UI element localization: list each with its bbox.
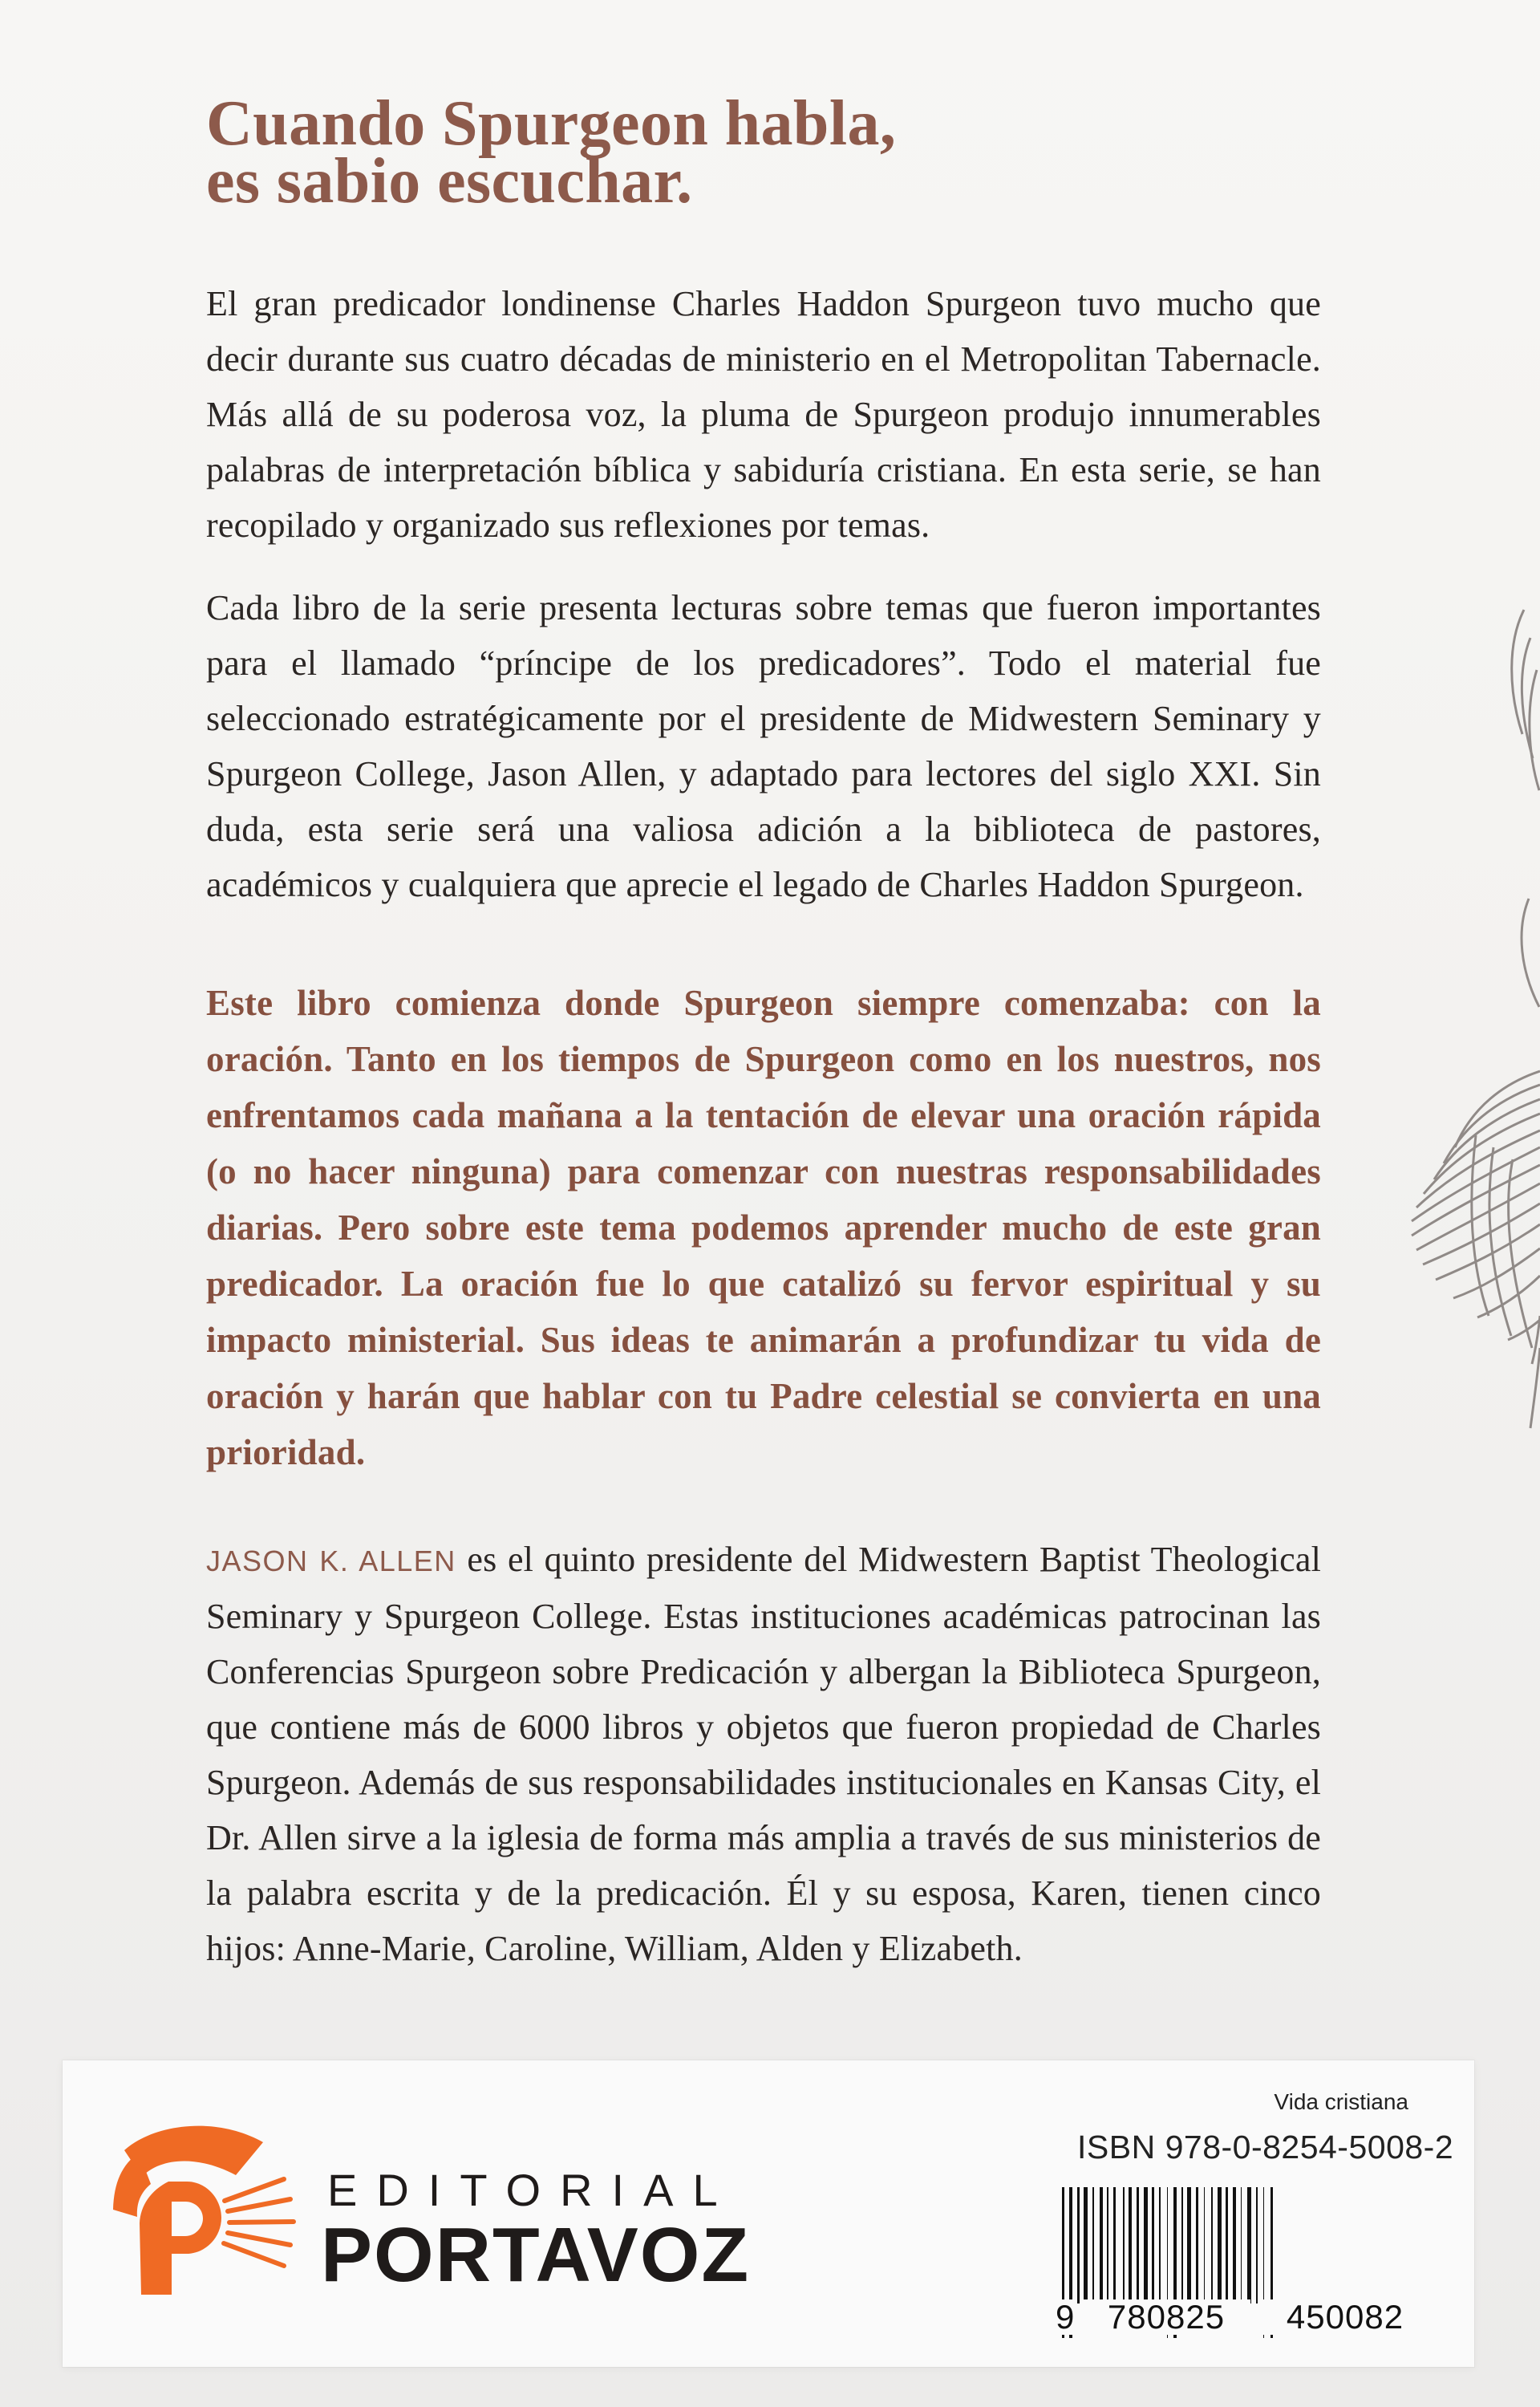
barcode-bars xyxy=(1056,2179,1443,2344)
barcode-bar xyxy=(1137,2187,1139,2303)
barcode-bar xyxy=(1187,2187,1191,2303)
barcode-bar xyxy=(1241,2187,1242,2303)
barcode-bar xyxy=(1092,2187,1094,2303)
publisher-logo-portavoz-text: PORTAVOZ xyxy=(321,2212,751,2298)
barcode-bar xyxy=(1233,2187,1236,2303)
portrait-engraving-fragment xyxy=(1388,594,1540,1452)
barcode-bar xyxy=(1069,2187,1072,2338)
barcode-bar xyxy=(1167,2187,1168,2338)
barcode-bar xyxy=(1077,2187,1080,2303)
author-name: JASON K. ALLEN xyxy=(206,1544,456,1577)
barcode-bar xyxy=(1263,2187,1264,2338)
barcode-bar xyxy=(1123,2187,1125,2303)
barcode-bar xyxy=(1181,2187,1183,2303)
barcode-bar xyxy=(1144,2187,1148,2303)
barcode-bar xyxy=(1173,2187,1177,2338)
barcode-bar xyxy=(1062,2187,1064,2338)
barcode-bar xyxy=(1152,2187,1154,2303)
back-cover-text xyxy=(206,88,1321,1976)
barcode-bar xyxy=(1159,2187,1161,2303)
barcode-bar xyxy=(1113,2187,1116,2303)
barcode-first-digit: 9 xyxy=(1056,2298,1075,2336)
barcode-bar xyxy=(1100,2187,1103,2303)
barcode-bar xyxy=(1256,2187,1258,2303)
author-bio-paragraph xyxy=(206,1532,1321,1976)
barcode-bar xyxy=(1204,2187,1205,2303)
isbn-label: ISBN 978-0-8254-5008-2 xyxy=(1077,2129,1454,2165)
barcode-left-digits: 780825 xyxy=(1082,2299,1250,2335)
portavoz-logo-icon xyxy=(104,2118,297,2319)
barcode-bar xyxy=(1226,2187,1228,2303)
barcode-bar xyxy=(1247,2187,1251,2303)
publisher-logo-editorial-text: EDITORIAL xyxy=(327,2165,737,2215)
isbn-barcode xyxy=(1056,2179,1443,2344)
barcode-bar xyxy=(1196,2187,1198,2303)
publisher-footer-panel xyxy=(63,2060,1474,2367)
barcode-bar xyxy=(1084,2187,1088,2303)
barcode-bar xyxy=(1270,2187,1273,2338)
barcode-bar xyxy=(1218,2187,1222,2303)
series-description-paragraph: El gran predicador londinense Charles Haddon Spurgeon tuvo mucho que decir durante sus cuatro décadas de ministerio en el Metropolitan Tabernacle. Más allá de su poderosa voz, la pluma de Spurgeon produjo innumerables palabras de interpretación bíblica y sabiduría cristiana. En esta serie, se han recopilado y organizado sus reflexiones por temas. xyxy=(206,284,1321,545)
author-bio-text: es el quinto presidente del Midwestern Baptist Theological Seminary y Spurgeon College. Estas instituciones académicas patrocinan las Conferencias Spurgeon sobre Predicación y albergan la Biblioteca Spurgeon, que contiene más de 6000 libros y objetos que fueron propiedad de Charles Spurgeon. Además de sus responsabilidades institucionales en Kansas City, el Dr. Allen sirve a la iglesia de forma más amplia a través de sus ministerios de la palabra escrita y de la predicación. Él y su esposa, Karen, tienen cinco hijos: Anne-Marie, Caroline, William, Alden y Elizabeth. xyxy=(206,1540,1321,1968)
cover-headline: Cuando Spurgeon habla, es sabio escuchar. xyxy=(206,88,897,217)
barcode-bar xyxy=(1107,2187,1108,2303)
series-content-paragraph: Cada libro de la serie presenta lecturas sobre temas que fueron importantes para el llamado “príncipe de los predicadores”. Todo el material fue seleccionado estratégicamente por el presidente de Midwestern Seminary y Spurgeon College, Jason Allen, y adaptado para lectores del siglo XXI. Sin duda, esta serie será una valiosa adición a la biblioteca de pastores, académicos y cualquiera que aprecie el legado de Charles Haddon Spurgeon. xyxy=(206,588,1321,904)
barcode-bar xyxy=(1211,2187,1213,2303)
book-description-highlight: Este libro comienza donde Spurgeon siempre comenzaba: con la oración. Tanto en los tiempos de Spurgeon como en los nuestros, nos enfrentamos cada mañana a la tentación de elevar una oración rápida (o no hacer ninguna) para comenzar con nuestras responsabilidades diarias. Pero sobre este tema podemos aprender mucho de este gran predicador. La oración fue lo que catalizó su fervor espiritual y su impacto ministerial. Sus ideas te animarán a profundizar tu vida de oración y harán que hablar con tu Padre celestial se convierta en una prioridad. xyxy=(206,983,1321,1472)
portrait-engraving-icon xyxy=(1388,594,1540,1452)
barcode-bar xyxy=(1129,2187,1132,2303)
barcode-right-digits: 450082 xyxy=(1261,2299,1429,2335)
book-category-label: Vida cristiana xyxy=(1274,2089,1408,2114)
publisher-logo xyxy=(104,2118,826,2319)
